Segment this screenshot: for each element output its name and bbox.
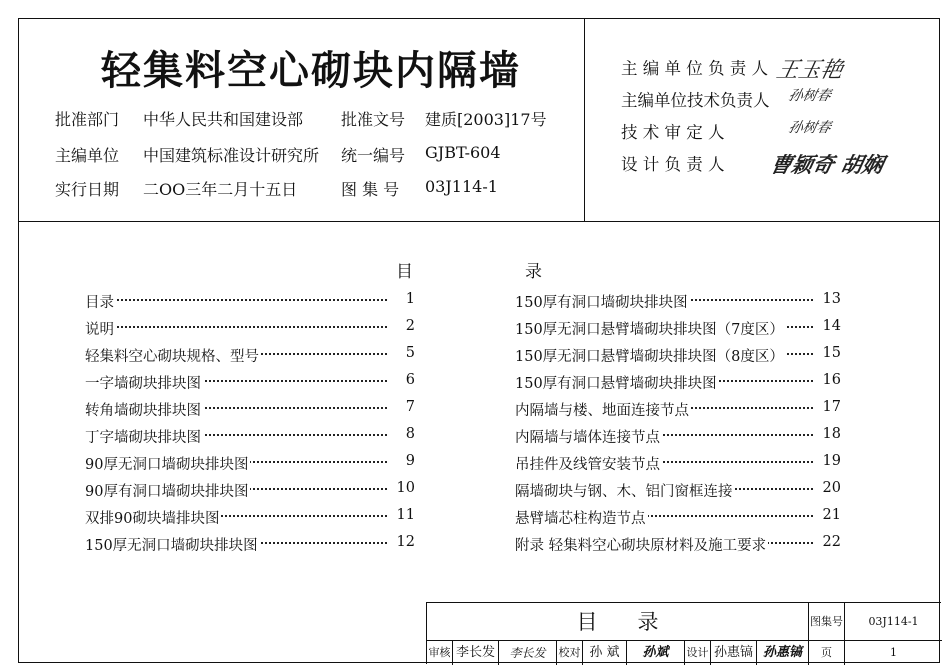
toc-item-title: 悬臂墙芯柱构造节点 [515, 511, 646, 527]
handwritten-signature: 曹颖奇 胡娴 [768, 153, 886, 177]
handwritten-signature: 李长发 [499, 641, 557, 665]
toc-item-page: 13 [820, 291, 841, 307]
toc-item-title: 目录 [85, 295, 114, 311]
toc-item [515, 318, 841, 345]
toc-item-page: 16 [820, 372, 841, 388]
toc-column-left [85, 291, 415, 561]
toc-item [515, 534, 841, 561]
page-title: 轻集料空心砌块内隔墙 [101, 48, 521, 94]
toc-item-page: 22 [820, 534, 841, 550]
toc-item [515, 399, 841, 426]
toc-item [85, 534, 415, 561]
handwritten-signature: 王玉艳 [773, 58, 846, 83]
toc-item-title: 90厚无洞口墙砌块排块图 [85, 457, 249, 473]
toc-item-page: 21 [820, 507, 841, 523]
toc-item-title: 一字墙砌块排块图 [85, 376, 201, 392]
checker-name: 孙 斌 [583, 641, 627, 665]
toc-item [515, 507, 841, 534]
signer-label: 主 编 单 位 负 责 人 [621, 59, 768, 78]
toc-item-page: 20 [820, 480, 841, 496]
toc-item [85, 480, 415, 507]
toc-item-page: 7 [403, 399, 415, 415]
toc-item-title: 吊挂件及线管安装节点 [515, 457, 660, 473]
header [19, 19, 939, 222]
handwritten-signature: 孙惠镐 [757, 641, 809, 665]
toc-heading-right: 录 [525, 262, 542, 282]
signer-label: 主编单位技术负责人 [621, 91, 770, 110]
meta-value: 建质[2003]17号 [425, 110, 547, 129]
title-block-sign-row [427, 641, 942, 665]
page-label: 页 [809, 641, 845, 665]
check-label: 校对 [557, 641, 583, 665]
toc-item [515, 291, 841, 318]
toc-item-title: 附录 轻集料空心砌块原材料及施工要求 [515, 538, 767, 554]
toc-heading-left: 目 [396, 262, 413, 282]
toc-item-title: 150厚有洞口墙砌块排块图 [515, 295, 688, 311]
toc-item-title: 双排90砌块墙排块图 [85, 511, 220, 527]
meta-value: GJBT-604 [425, 143, 501, 162]
drawing-sheet [18, 18, 940, 663]
toc-item [85, 453, 415, 480]
toc-item-page: 17 [820, 399, 841, 415]
toc-item [85, 291, 415, 318]
toc-item [85, 426, 415, 453]
toc-item-page: 15 [820, 345, 841, 361]
handwritten-signature: 孙树春 [787, 120, 833, 136]
toc-item-title: 150厚有洞口悬臂墙砌块排块图 [515, 376, 717, 392]
meta-label: 实行日期 [55, 180, 120, 199]
handwritten-signature: 孙斌 [627, 641, 685, 665]
signer-label: 设 计 负 责 人 [621, 155, 725, 174]
toc-item-title: 内隔墙与楼、地面连接节点 [515, 403, 689, 419]
toc-item [85, 507, 415, 534]
design-label: 设计 [685, 641, 711, 665]
meta-value: 中华人民共和国建设部 [143, 110, 304, 129]
toc-column-right [515, 291, 841, 561]
toc-item-title: 内隔墙与墙体连接节点 [515, 430, 660, 446]
meta-value: 二OO三年二月十五日 [143, 180, 298, 199]
meta-value: 中国建筑标准设计研究所 [143, 146, 320, 165]
toc-item [515, 453, 841, 480]
toc-item-title: 隔墙砌块与钢、木、铝门窗框连接 [515, 484, 733, 500]
meta-label: 统一编号 [341, 146, 406, 165]
page-number: 1 [890, 646, 897, 659]
atlas-number-label: 图集号 [809, 603, 845, 641]
toc-item-page: 14 [820, 318, 841, 334]
toc-item-title: 说明 [85, 322, 114, 338]
toc-item-page: 11 [394, 507, 415, 523]
toc-item-title: 轻集料空心砌块规格、型号 [85, 349, 259, 365]
review-label: 审核 [427, 641, 453, 665]
title-block [426, 602, 941, 664]
handwritten-signature: 孙树春 [787, 88, 833, 104]
title-block-title: 目录 [427, 603, 809, 641]
meta-value: 03J114-1 [425, 177, 498, 196]
toc-item-page: 5 [403, 345, 415, 361]
toc-item-page: 6 [403, 372, 415, 388]
toc-item-title: 150厚无洞口悬臂墙砌块排块图（8度区） [515, 349, 784, 365]
toc-item [515, 345, 841, 372]
toc-item [85, 399, 415, 426]
toc-item-page: 19 [820, 453, 841, 469]
atlas-number: 03J114-1 [845, 603, 942, 641]
toc-item-page: 9 [403, 453, 415, 469]
toc-item-title: 150厚无洞口墙砌块排块图 [85, 538, 258, 554]
toc-item-title: 丁字墙砌块排块图 [85, 430, 201, 446]
toc-item [85, 345, 415, 372]
meta-label: 批准部门 [55, 110, 120, 129]
header-info-panel [19, 19, 585, 221]
toc-item [515, 372, 841, 399]
meta-label: 批准文号 [341, 110, 406, 129]
toc-item [85, 372, 415, 399]
toc-item-page: 18 [820, 426, 841, 442]
toc-item [515, 426, 841, 453]
toc-item [515, 480, 841, 507]
reviewer-name: 李长发 [453, 641, 499, 665]
toc-item-title: 150厚无洞口悬臂墙砌块排块图（7度区） [515, 322, 784, 338]
toc-item-page: 2 [403, 318, 415, 334]
signer-label: 技 术 审 定 人 [621, 123, 725, 142]
toc-item-page: 1 [403, 291, 415, 307]
toc-item-title: 转角墙砌块排块图 [85, 403, 201, 419]
meta-label: 主编单位 [55, 146, 120, 165]
toc-item-title: 90厚有洞口墙砌块排块图 [85, 484, 249, 500]
toc-item [85, 318, 415, 345]
toc-item-page: 12 [394, 534, 415, 550]
meta-label: 图 集 号 [341, 180, 400, 199]
designer-name: 孙惠镐 [711, 641, 757, 665]
toc-item-page: 10 [394, 480, 415, 496]
toc-item-page: 8 [403, 426, 415, 442]
